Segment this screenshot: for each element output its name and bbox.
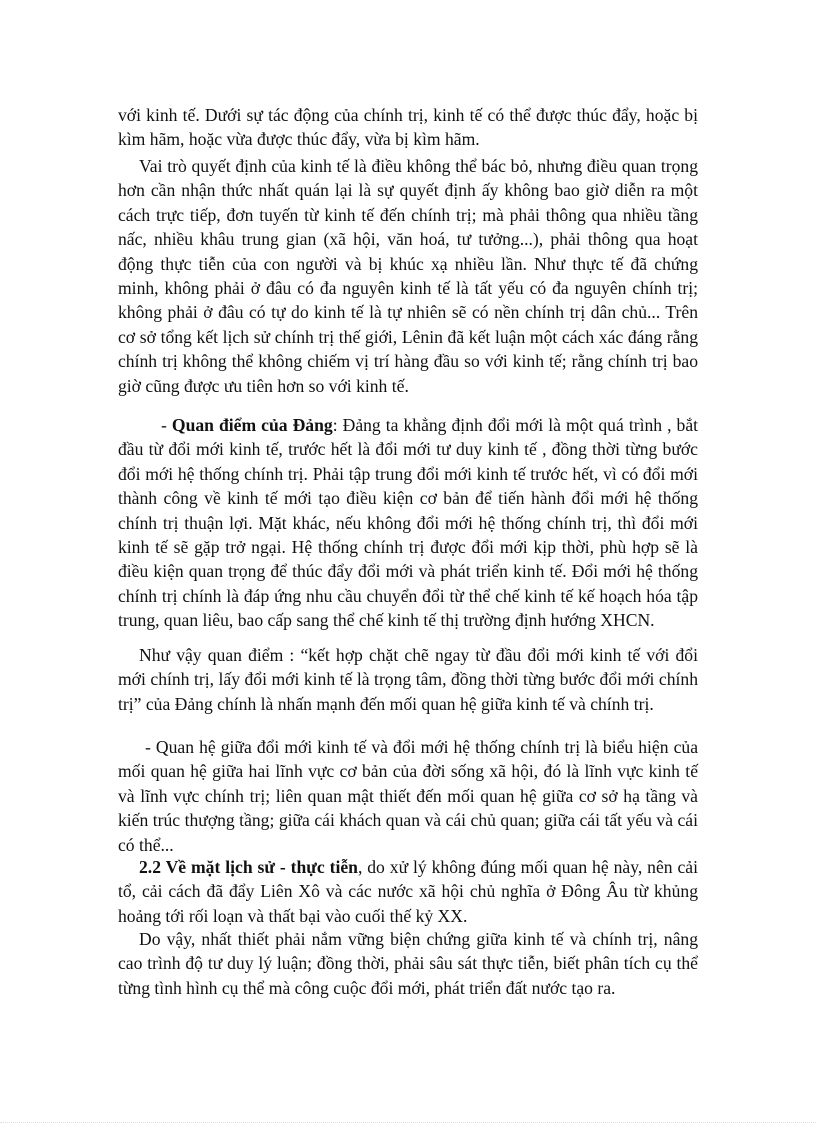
paragraph-party-viewpoint — [118, 413, 698, 633]
paragraph-conclusion: Do vậy, nhất thiết phải nắm vững biện chứng giữa kinh tế và chính trị, nâng cao trình độ tư duy lý luận; đồng thời, phải sâu sát thực tiễn, biết phân tích cụ thể từng tình hình cụ thể mà công cuộc đổi mới, phát triển đất nước tạo ra. — [118, 929, 698, 998]
paragraph-viewpoint-emphasis: Như vậy quan điểm : “kết hợp chặt chẽ ngay từ đầu đổi mới kinh tế với đổi mới chính trị, lấy đổi mới kinh tế là trọng tâm, đồng thời từng bước đổi mới chính trị” của Đảng chính là nhấn mạnh đến mối quan hệ giữa kinh tế và chính trị. — [118, 645, 698, 714]
dash-marker: - — [161, 415, 172, 435]
paragraph-continuation: với kinh tế. Dưới sự tác động của chính trị, kinh tế có thể được thúc đẩy, hoặc bị kìm hãm, hoặc vừa được thúc đẩy, vừa bị kìm hãm. — [118, 105, 698, 150]
paragraph-relationship: - Quan hệ giữa đổi mới kinh tế và đổi mới hệ thống chính trị là biểu hiện của mối quan hệ giữa hai lĩnh vực cơ bản của đời sống xã hội, đó là lĩnh vực kinh tế và lĩnh vực chính trị; liên quan mật thiết đến mối quan hệ giữa cơ sở hạ tầng và kiến trúc thượng tầng; giữa cái khách quan và cái chủ quan; giữa cái tất yếu và cái có thể... — [118, 737, 698, 855]
paragraph-economic-role: Vai trò quyết định của kinh tế là điều không thể bác bỏ, nhưng điều quan trọng hơn cần nhận thức nhất quán lại là sự quyết định ấy không bao giờ diễn ra một cách trực tiếp, đơn tuyến từ kinh tế đến chính trị; mà phải thông qua nhiều tầng nấc, nhiều khâu trung gian (xã hội, văn hoá, tư tưởng...), phải thông qua hoạt động thực tiễn của con người và bị khúc xạ nhiều lần. Như thực tế đã chứng minh, không phải ở đâu có đa nguyên kinh tế là tất yếu có đa nguyên chính trị; không phải ở đâu có tự do kinh tế là tự nhiên sẽ có nền chính trị dân chủ... Trên cơ sở tổng kết lịch sử chính trị thế giới, Lênin đã kết luận một cách xác đáng rằng chính trị không thể không chiếm vị trí hàng đầu so với kinh tế; rằng chính trị bao giờ cũng được ưu tiên hơn so với kinh tế. — [118, 156, 698, 396]
bold-heading-history-practice: 2.2 Về mặt lịch sử - thực tiễn — [139, 857, 358, 877]
paragraph-party-viewpoint-text: : Đảng ta khẳng định đổi mới là một quá trình , bắt đầu từ đổi mới kinh tế, trước hết là đổi mới tư duy kinh tế , đồng thời từng bước đổi mới hệ thống chính trị. Phải tập trung đổi mới kinh tế trước hết, vì có đổi mới thành công về kinh tế mới tạo điều kiện cơ bản để tiến hành đổi mới hệ thống chính trị thuận lợi. Mặt khác, nếu không đổi mới hệ thống chính trị, thì đổi mới kinh tế sẽ gặp trở ngại. Hệ thống chính trị được đổi mới kịp thời, phù hợp sẽ là điều kiện quan trọng để thúc đẩy đổi mới và phát triển kinh tế. Đổi mới hệ thống chính trị chính là đáp ứng nhu cầu chuyển đổi từ thể chế kinh tế kế hoạch hóa tập trung, quan liêu, bao cấp sang thể chế kinh tế thị trường định hướng XHCN. — [118, 415, 699, 631]
paragraph-history-practice — [118, 855, 698, 928]
bold-heading-party-viewpoint: Quan điểm của Đảng — [171, 415, 333, 435]
paragraph-history-practice-text: , do xử lý không đúng mối quan hệ này, nên cải tổ, cải cách đã đẩy Liên Xô và các nước xã hội chủ nghĩa ở Đông Âu từ khủng hoảng tới rối loạn và thất bại vào cuối thế kỷ XX. — [118, 857, 698, 926]
